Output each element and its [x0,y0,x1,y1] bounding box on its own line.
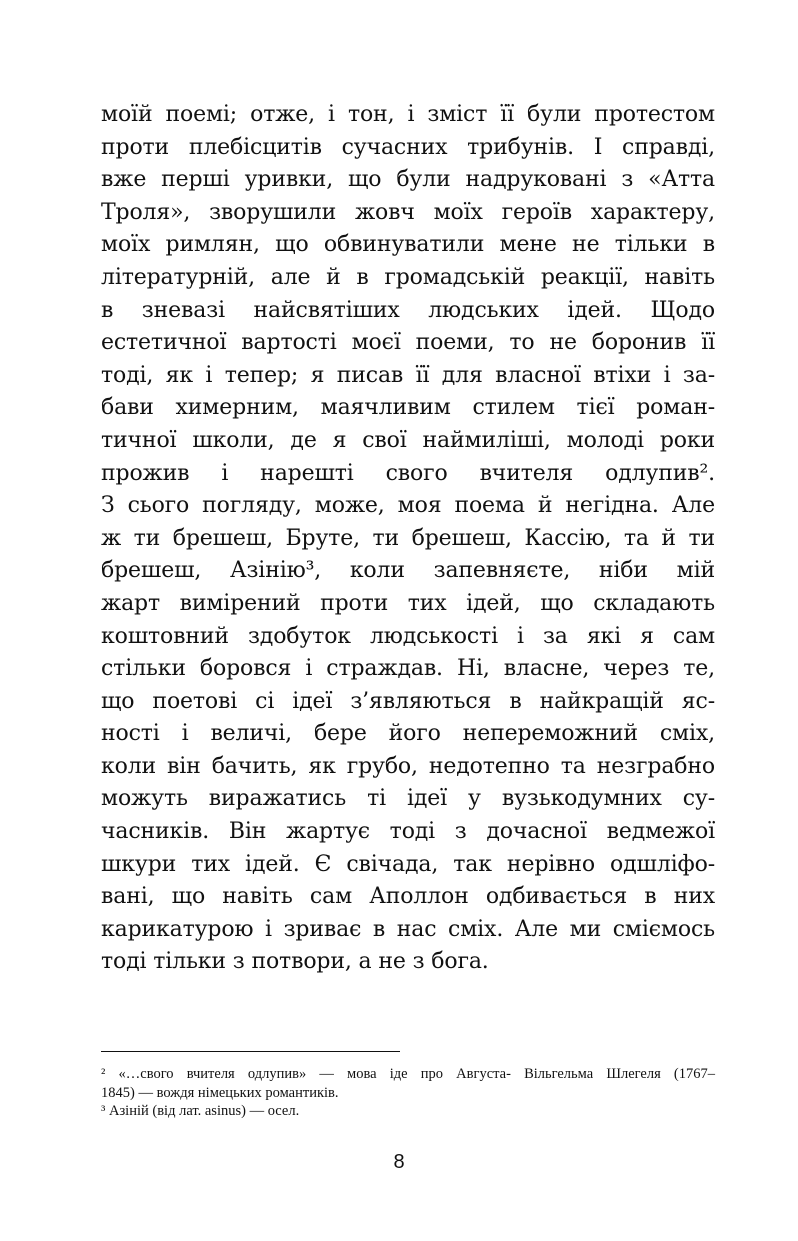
body-line: шкури тих ідей. Є свічада, так нерівно одшліфо- [101,851,715,877]
body-line: часників. Він жартує тоді з дочасної ведмежої [101,819,715,845]
body-text [101,99,715,979]
body-line: проти плебісцитів сучасних трибунів. І справді, [101,134,715,160]
body-line: коли він бачить, як грубо, недотепно та незграбно [101,753,715,779]
body-line: літературній, але й в громадській реакції, навіть [101,264,715,290]
footnote-3: ³ Азіній (від лат. asinus) — осел. [101,1103,300,1119]
body-line: ності і величі, бере його непереможний сміх, [101,721,715,747]
footnote-2-line-1: ² «…свого вчителя одлупив» — мова іде про Августа- Вільгельма Шлегеля (1767– [101,1066,715,1082]
body-line: тоді, як і тепер; я писав її для власної втіхи і за- [101,362,715,388]
body-line: тоді тільки з потвори, а не з бога. [101,949,489,975]
body-line: карикатурою і зриває в нас сміх. Але ми сміємось [101,916,715,942]
body-line: бави химерним, маячливим стилем тієї роман- [101,395,715,421]
footnote-separator [101,1051,400,1052]
body-line: вже перші уривки, що були надруковані з «Атта [101,167,715,193]
body-line: естетичної вартості моєї поеми, то не боронив її [101,330,715,356]
footnotes [101,1065,715,1121]
page-number: 8 [393,1151,405,1173]
body-line: ж ти брешеш, Бруте, ти брешеш, Кассію, та й ти [101,525,715,551]
body-line: прожив і нарешті свого вчителя одлупив². [101,460,715,486]
body-line: в зневазі найсвятіших людських ідей. Щодо [101,297,715,323]
body-line: що поетові сі ідеї з’являються в найкращій яс- [101,688,715,714]
body-line: моїх римлян, що обвинуватили мене не тільки в [101,232,715,258]
body-line: тичної школи, де я свої наймиліші, молоді роки [101,427,715,453]
body-line: Троля», зворушили жовч моїх героїв характеру, [101,199,715,225]
body-line: брешеш, Азінію³, коли запевняєте, ніби мій [101,558,715,584]
body-line: моїй поемі; отже, і тон, і зміст її були протестом [101,102,715,127]
body-line: можуть виражатись ті ідеї у вузькодумних су- [101,786,715,812]
body-line: З сього погляду, може, моя поема й негідна. Але [101,493,715,519]
body-line: стільки боровся і страждав. Ні, власне, через те, [101,656,715,682]
footnote-2-line-2: 1845) — вождя німецьких романтиків. [101,1084,339,1101]
body-line: жарт вимірений проти тих ідей, що складають [101,590,715,616]
body-line: коштовний здобуток людськості і за які я сам [101,623,715,649]
body-line: вані, що навіть сам Аполлон одбивається в них [101,884,715,910]
